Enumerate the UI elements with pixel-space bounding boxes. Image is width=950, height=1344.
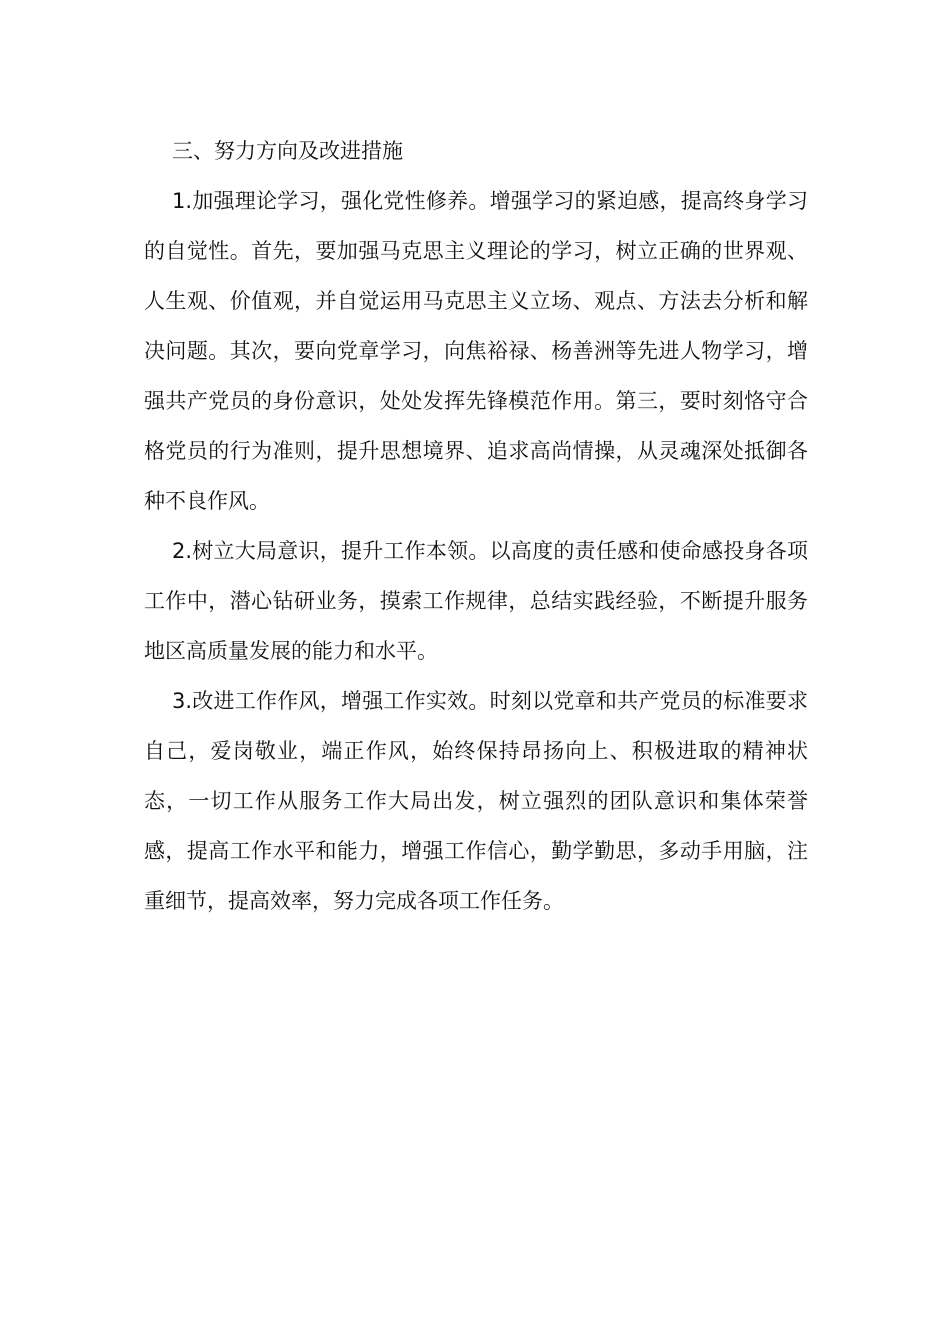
paragraph-2: 2.树立大局意识，提升工作本领。以高度的责任感和使命感投身各项工作中，潜心钻研业务，摸索工作规律，总结实践经验，不断提升服务地区高质量发展的能力和水平。 [144,539,808,663]
section-title: 三、努力方向及改进措施 [172,139,403,163]
paragraph-1: 1.加强理论学习，强化党性修养。增强学习的紧迫感，提高终身学习的自觉性。首先，要加强马克思主义理论的学习，树立正确的世界观、人生观、价值观，并自觉运用马克思主义立场、观点、方法去分析和解决问题。其次，要向党章学习，向焦裕禄、杨善洲等先进人物学习，增强共产党员的身份意识，处处发挥先锋模范作用。第三，要时刻恪守合格党员的行为准则，提升思想境界、追求高尚情操，从灵魂深处抵御各种不良作风。 [144,189,808,513]
paragraph-3: 3.改进工作作风，增强工作实效。时刻以党章和共产党员的标准要求自己，爱岗敬业，端正作风，始终保持昂扬向上、积极进取的精神状态，一切工作从服务工作大局出发，树立强烈的团队意识和集体荣誉感，提高工作水平和能力，增强工作信心，勤学勤思，多动手用脑，注重细节，提高效率，努力完成各项工作任务。 [144,689,808,913]
document-body [144,126,808,926]
